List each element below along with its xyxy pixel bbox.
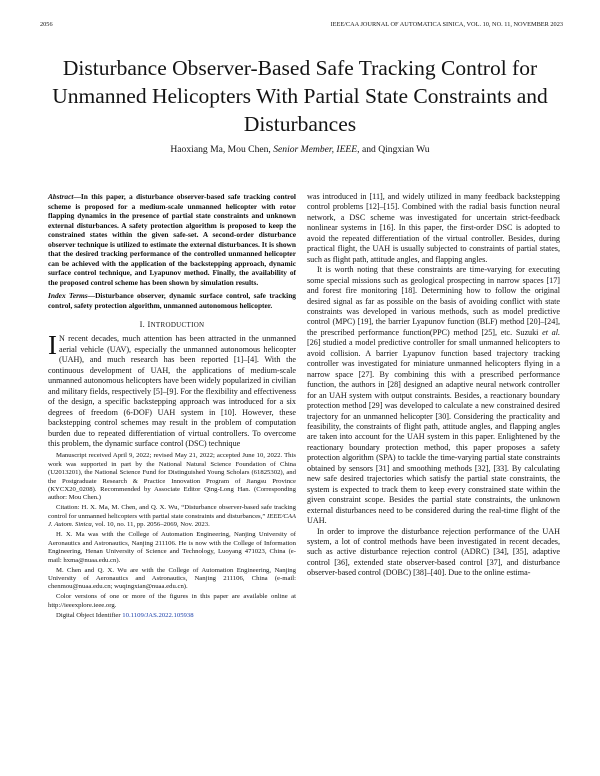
left-column [48, 192, 296, 622]
right-column [307, 192, 560, 579]
color-versions-note: Color versions of one or more of the figures in this paper are available online at http://ieeexplore.ieee.org. [48, 593, 296, 609]
manuscript-received-note: Manuscript received April 9, 2022; revised May 21, 2022; accepted June 10, 2022. This work was supported in part by the National Natural Science Foundation of China (U2013201), the National Science Fund for Distinguished Young Scholars (61825302), and the Postgraduate Research & Practice Innovation Program of Jiangsu Province (KYCX20_0208). Recommended by Associate Editor Qing-Long Han. (Corresponding author: Mou Chen.) [48, 452, 296, 502]
abstract [48, 192, 296, 287]
footnotes [48, 452, 296, 620]
journal-header: IEEE/CAA JOURNAL OF AUTOMATICA SINICA, VOL. 10, NO. 11, NOVEMBER 2023 [330, 21, 563, 28]
intro-paragraph-1: I N recent decades, much attention has been attracted in the unmanned aerial vehicle (UAV), especially the unmanned autonomous helicopter (UAH), and much research has been reported [1]–[4]. With the continuous development of UAH, the applications of medium-scale unmanned autonomous helicopters have been widely popularized in civilian and military fields, respectively [5]–[9]. For the flexibility and effectiveness of the design, a specific backstepping approach was introduced for a six degrees of freedom (6-DOF) UAH system in [10]. However, these backstepping control schemes may result in the problem of computation burden due to repeated differentiation of virtual controllers. To overcome this problem, the dynamic surface control (DSC) technique [48, 330, 296, 448]
body-paragraph-1: was introduced in [11], and widely utilized in many feedback backstepping control problems [12]–[15]. Combined with the radial basis function neural network, a DSC scheme was investigated for uncertain strict-feedback nonlinear systems in [16]. In this paper, the first-order DSC is adopted to avoid the repeated differentiation of the virtual controller. Besides, during practical flight, the UAH is usually subjected to constraints of partial states, such as flight path, attitude angles, and flapping angles. [307, 192, 560, 264]
citation-note: Citation: H. X. Ma, M. Chen, and Q. X. Wu, “Disturbance observer-based safe tracking control for unmanned helicopters with partial state constraints and disturbances,” IEEE/CAA J. Autom. Sinica, vol. 10, no. 11, pp. 2056–2069, Nov. 2023. [48, 504, 296, 529]
doi-note: Digital Object Identifier 10.1109/JAS.2022.105938 [56, 611, 194, 619]
affiliation-chen-wu: M. Chen and Q. X. Wu are with the College of Automation Engineering, Nanjing University of Aeronautics and Astronautics, Nanjing 211106, China (e-mail: chenmou@nuaa.edu.cn; wuqingxian@nuaa.edu.cn). [48, 566, 296, 591]
index-terms-label: Index Terms [48, 291, 88, 300]
drop-cap: I [48, 330, 57, 361]
author-names: Haoxiang Ma, Mou Chen, [170, 144, 274, 155]
page-number: 2056 [40, 21, 53, 28]
doi-link[interactable]: 10.1109/JAS.2022.105938 [122, 611, 194, 619]
index-terms-text: —Disturbance observer, dynamic surface control, safe tracking control, safety protection algorithm, unmanned autonomous helicopter. [48, 291, 296, 310]
abstract-label: Abstract [48, 192, 74, 201]
running-header [40, 21, 563, 35]
author-names-tail: , and Qingxian Wu [357, 144, 430, 155]
body-paragraph-2: It is worth noting that these constraints are time-varying for executing some special missions such as geological prospecting in narrow spaces [17] and forest fire monitoring [18]. Determining how to follow the original desired signal as far as possible on the basis of avoiding conflict with state constraints was developed in various methods, such as model predictive control (MPC) [19], the barrier Lyapunov function (BLF) method [20]–[24], the prescribed performance function(PPC) method [25], etc. Suzuki et al. [26] studied a model predictive controller for small unmanned helicopters to avoid collision. A barrier Lyapunov function based trajectory tracking controller was investigated for miniature unmanned helicopters flying in a narrow space [27]. By combining this with a prescribed performance function, the authors in [28] designed an adaptive neural network controller for an UAH system with output constraints. Besides, a reactionary boundary protection method [29] was developed to calculate a new constrained desired trajectory for an unmanned helicopter [30]. Considering the practicality and feasibility, the constraints of flight path, attitude angles, and flapping angles are taken into account for the UAH system in this paper. Enlightened by the reactionary boundary protection method, this paper proposes a safety protection algorithm (SPA) to tackle the time-varying partial state constraints obtained by sensors [31] and smoothing methods [32], [33]. By calculating new safe desired trajectories which satisfy the partial state constraints, the system is expected to track them to keep every constrained state within the given constraint scope. Besides the partial state constraints, the unknown external disturbances need to be considered during the real-time flight of the UAH. [307, 265, 560, 526]
body-paragraph-3: In order to improve the disturbance rejection performance of the UAH system, a lot of control methods have been investigated in recent decades, such as active disturbance rejection control (ADRC) [34], [35], adaptive control [36], extended state observer-based control [37], and disturbance observer-based control (DOBC) [38]–[40]. Due to the online estima- [307, 526, 560, 578]
index-terms [48, 291, 296, 310]
author-membership: Senior Member, IEEE [273, 144, 358, 155]
affiliation-ma: H. X. Ma was with the College of Automation Engineering, Nanjing University of Aeronautics and Astronautics, Nanjing 211106. He is now with the College of Information Engineering, Henan University of Science and Technology, Luoyang 471023, China (e-mail: hxma@nuaa.edu.cn). [48, 531, 296, 564]
author-line [30, 144, 570, 155]
paper-title: Disturbance Observer-Based Safe Tracking Control for Unmanned Helicopters With Partial State Constraints and Disturbances [52, 56, 548, 136]
abstract-text: —In this paper, a disturbance observer-based safe tracking control scheme is proposed for a medium-scale unmanned helicopter with rotor flapping dynamics in the presence of partial state constraints and unknown external disturbances. A safety protection algorithm is proposed to keep the constrained states within the given safe-set. A second-order disturbance observer technique is utilized to estimate the external disturbances. It is shown that the desired tracking performance of the controlled unmanned helicopter can be achieved with the application of the backstepping approach, dynamic surface control technique, and Lyapunov method. Finally, the availability of the proposed control scheme has been shown by simulation results. [48, 192, 296, 287]
section-heading-introduction: I. INTRODUCTION [139, 320, 205, 329]
